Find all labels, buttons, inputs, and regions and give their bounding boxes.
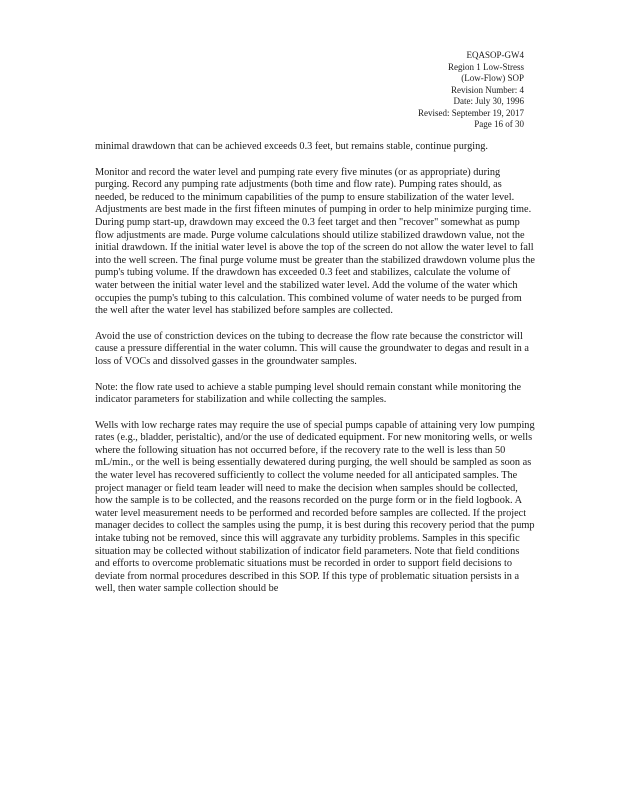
- document-body: [95, 141, 535, 609]
- paragraph-note-flow-rate: Note: the flow rate used to achieve a stable pumping level should remain constant while monitoring the indicator parameters for stabilization and while collecting the samples.: [95, 381, 522, 406]
- document-header: [334, 50, 524, 131]
- paragraph-continuation: minimal drawdown that can be achieved exceeds 0.3 feet, but remains stable, continue purging.: [95, 141, 488, 152]
- header-region: Region 1 Low-Stress: [448, 61, 524, 72]
- header-revision: Revision Number: 4: [451, 84, 524, 95]
- header-page-number: Page 16 of 30: [474, 119, 524, 129]
- header-type: (Low-Flow) SOP: [461, 73, 524, 83]
- header-date: Date: July 30, 1996: [453, 96, 524, 106]
- paragraph-monitor-record: Monitor and record the water level and pumping rate every five minutes (or as appropriate) during purging. Record any pumping rate adjustments (both time and flow rate). Pumping rates should, as needed, be reduced to the minimum capabilities of the pump to ensure stabilization of the water level. Adjustments are best made in the first fifteen minutes of pumping in order to help minimize purging time. During pump start-up, drawdown may exceed the 0.3 feet target and then "recover" somewhat as pump flow adjustments are made. Purge volume calculations should utilize stabilized drawdown value, not the initial drawdown. If the initial water level is above the top of the screen do not allow the water level to fall into the well screen. The final purge volume must be greater than the stabilized drawdown volume plus the pump's tubing volume. If the drawdown has exceeded 0.3 feet and stabilizes, calculate the volume of water between the initial water level and the stabilized water level. Add the volume of the water which occupies the pump's tubing to this calculation. This combined volume of water needs to be purged from the well after the water level has stabilized before samples are collected.: [95, 166, 535, 317]
- header-revised: Revised: September 19, 2017: [418, 107, 524, 118]
- paragraph-avoid-constriction: Avoid the use of constriction devices on the tubing to decrease the flow rate because the constrictor will cause a pressure differential in the water column. This will cause the groundwater to degas and result in a loss of VOCs and dissolved gasses in the groundwater samples.: [95, 330, 529, 367]
- header-doc-id: EQASOP-GW4: [466, 50, 524, 60]
- paragraph-low-recharge-wells: Wells with low recharge rates may require the use of special pumps capable of attaining very low pumping rates (e.g., bladder, peristaltic), and/or the use of dedicated equipment. For new monitoring wells, or wells where the following situation has not occurred before, if the recovery rate to the well is less than 50 mL/min., or the well is being essentially dewatered during purging, the well should be sampled as soon as the water level has recovered sufficiently to collect the volume needed for all anticipated samples. The project manager or field team leader will need to make the decision when samples should be collected, how the sample is to be collected, and the reasons recorded on the purge form or in the field logbook. A water level measurement needs to be performed and recorded before samples are collected. If the project manager decides to collect the samples using the pump, it is best during this recovery period that the pump intake tubing not be removed, since this will aggravate any turbidity problems. Samples in this specific situation may be collected without stabilization of indicator field parameters. Note that field conditions and efforts to overcome problematic situations must be recorded in order to support field decisions to deviate from normal procedures described in this SOP. If this type of problematic situation persists in a well, then water sample collection should be: [95, 419, 535, 595]
